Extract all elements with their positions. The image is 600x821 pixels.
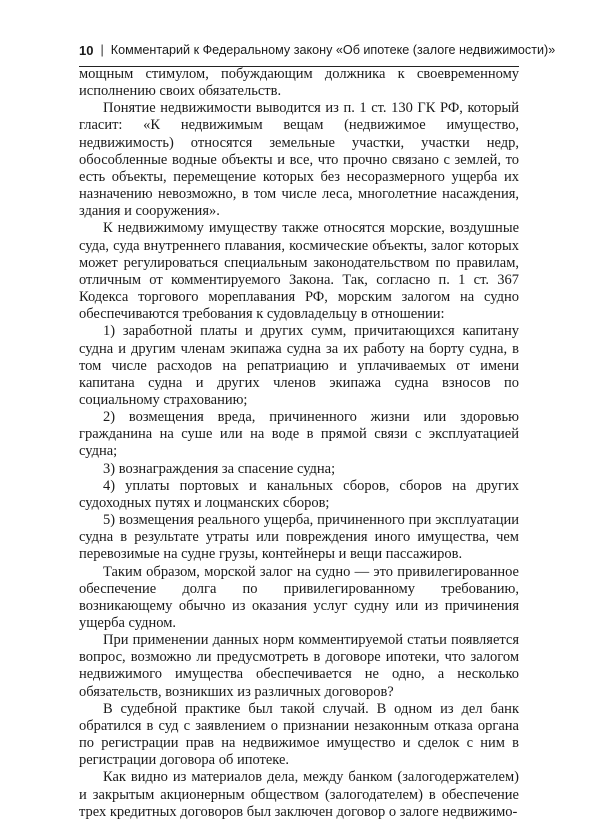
paragraph-real-estate-definition: Понятие недвижимости выводится из п. 1 ст. 130 ГК РФ, который гласит: «К недвижимым вещам (недвижимое имущество, недвижимость) относятся земельные участки, участки недр, обособленные водные объекты и все, что прочно связано с землей, то есть объекты, перемещение которых без несоразмерного ущерба их назначению невозможно, в том числе леса, многолетние насаждения, здания и сооружения». <box>79 100 519 220</box>
paragraph-court-case: В судебной практике был такой случай. В одном из дел банк обратился в суд с заявлением о признании незаконным отказа органа по регистрации прав на недвижимое имущество и сделок с ним в регистрации договора об ипотеке. <box>79 700 519 769</box>
running-title: Комментарий к Федеральному закону «Об ипотеке (залоге недвижимости)» <box>110 43 556 57</box>
header-separator: | <box>100 43 104 57</box>
paragraph-question: При применении данных норм комментируемой статьи появляется вопрос, возможно ли предусмотреть в договоре ипотеки, что залогом недвижимого имущества обеспечивается не одно, а несколько обязательств, возникших из различных договоров? <box>79 632 519 700</box>
list-item-4: 4) уплаты портовых и канальных сборов, сборов на других судоходных путях и лоцманских сборов; <box>79 477 519 511</box>
paragraph-vessels: К недвижимому имуществу также относятся морские, воздушные суда, суда внутреннего плавания, космические объекты, залог которых может регулироваться специальным законодательством по правилам, отличным от комментируемого Закона. Так, согласно п. 1 ст. 367 Кодекса торгового мореплавания РФ, морским залогом на судно обеспечиваются требования к судовладельцу в отношении: <box>79 220 519 323</box>
running-header <box>79 38 556 62</box>
list-item-5: 5) возмещения реального ущерба, причиненного при эксплуатации судна в результате утраты или повреждения иного имущества, чем перевозимые на судне грузы, контейнеры и вещи пассажиров. <box>79 512 519 563</box>
list-item-2: 2) возмещения вреда, причиненного жизни или здоровью гражданина на суше или на воде в прямой связи с эксплуатацией судна; <box>79 409 519 460</box>
paragraph-maritime-lien: Таким образом, морской залог на судно — это привилегированное обеспечение долга по привилегированному требованию, возникающему обычно из оказания услуг судну или из причинения ущерба судном. <box>79 563 519 631</box>
page-number: 10 <box>79 42 94 58</box>
text-body <box>79 66 519 821</box>
paragraph-continuation: мощным стимулом, побуждающим должника к своевременному исполнению своих обязательств. <box>79 66 519 100</box>
list-item-3: 3) вознаграждения за спасение судна; <box>103 460 336 477</box>
paragraph-case-materials: Как видно из материалов дела, между банком (залогодержателем) и закрытым акционерным обществом (залогодателем) в обеспечение трех кредитных договоров был заключен договор о залоге недвижимо- <box>79 769 519 820</box>
list-item-1: 1) заработной платы и других сумм, причитающихся капитану судна и другим членам экипажа судна за их работу на борту судна, в том числе расходов на репатриацию и уплачиваемых от имени капитана судна и других членов экипажа судна взносов по социальному страхованию; <box>79 323 519 408</box>
